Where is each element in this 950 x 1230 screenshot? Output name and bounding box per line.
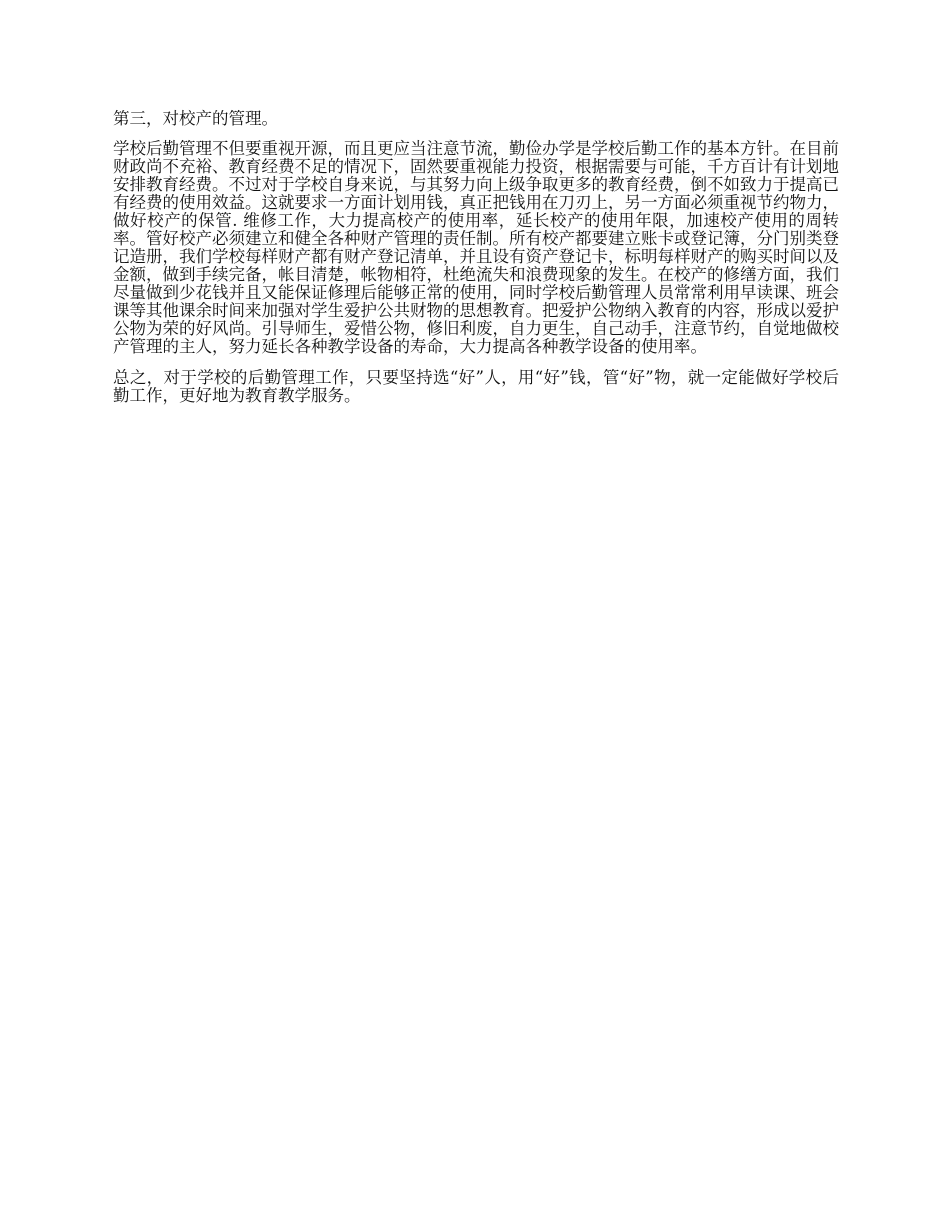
paragraph-asset-management: 学校后勤管理不但要重视开源，而且更应当注意节流，勤俭办学是学校后勤工作的基本方针。在目前财政尚不充裕、教育经费不足的情况下，固然要重视能力投资，根据需要与可能，千方百计有计划地安排教育经费。不过对于学校自身来说，与其努力向上级争取更多的教育经费，倒不如致力于提高已有经费的使用效益。这就要求一方面计划用钱，真正把钱用在刀刃上，另一方面必须重视节约物力，做好校产的保管. 维修工作，大力提高校产的使用率，延长校产的使用年限，加速校产使用的周转率。管好校产必须建立和健全各种财产管理的责任制。所有校产都要建立账卡或登记簿，分门别类登记造册，我们学校每样财产都有财产登记清单，并且设有资产登记卡，标明每样财产的购买时间以及金额，做到手续完备，帐目清楚，帐物相符，杜绝流失和浪费现象的发生。在校产的修缮方面，我们尽量做到少花钱并且又能保证修理后能够正常的使用，同时学校后勤管理人员常常利用早读课、班会课等其他课余时间来加强对学生爱护公共财物的思想教育。把爱护公物纳入教育的内容，形成以爱护公物为荣的好风尚。引导师生，爱惜公物，修旧利废，自力更生，自己动手，注意节约，自觉地做校产管理的主人，努力延长各种教学设备的寿命，大力提高各种教学设备的使用率。 bbox=[113, 139, 839, 356]
document-body bbox=[113, 110, 839, 418]
section-heading: 第三，对校产的管理。 bbox=[113, 109, 278, 128]
paragraph-conclusion: 总之，对于学校的后勤管理工作，只要坚持选“好”人，用“好”钱，管“好”物，就一定能做好学校后勤工作，更好地为教育教学服务。 bbox=[113, 368, 839, 405]
